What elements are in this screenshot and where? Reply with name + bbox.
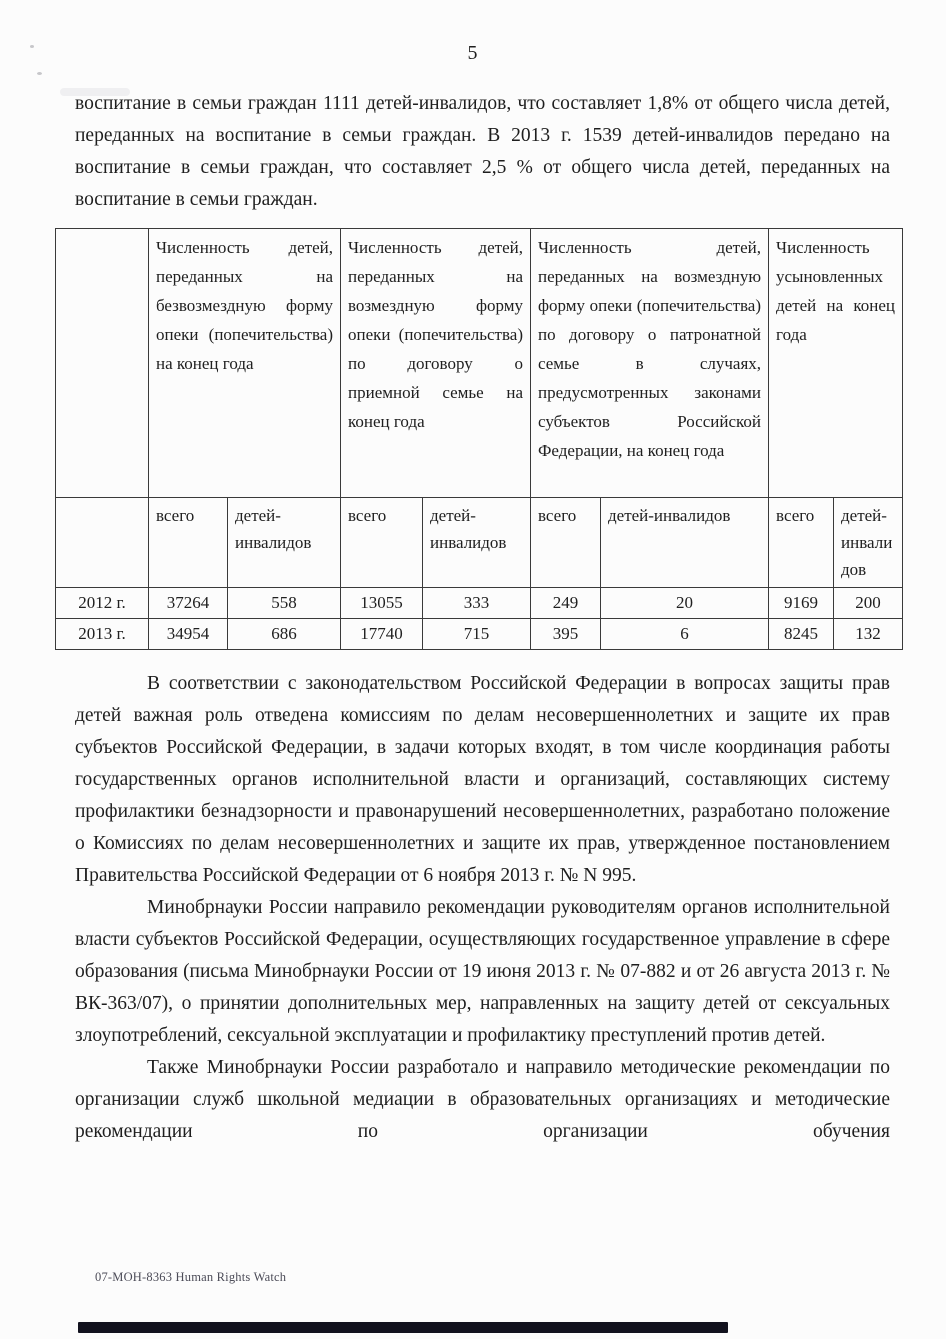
table-cell: 34954 xyxy=(149,619,228,650)
table-cell: 686 xyxy=(228,619,341,650)
table-subheader-row xyxy=(56,498,903,588)
page-number: 5 xyxy=(467,42,479,64)
subheader-disabled-children: детей-инвалидов xyxy=(423,498,531,588)
table-cell: 715 xyxy=(423,619,531,650)
statistics-table xyxy=(55,228,903,650)
scan-speck xyxy=(37,72,42,75)
table-cell: 200 xyxy=(834,588,903,619)
scan-artifact-bar xyxy=(78,1322,728,1333)
table-cell: 17740 xyxy=(341,619,423,650)
table-corner-cell xyxy=(56,229,149,498)
group-header-gratuitous-guardianship: Численность детей, переданных на безвозмездную форму опеки (попечительства) на конец года xyxy=(149,229,341,498)
body-text xyxy=(75,668,890,1148)
table-cell: 20 xyxy=(601,588,769,619)
subheader-total: всего xyxy=(149,498,228,588)
table-corner-cell xyxy=(56,498,149,588)
subheader-total: всего xyxy=(531,498,601,588)
subheader-disabled-children: детей-инвалидов xyxy=(228,498,341,588)
subheader-total: всего xyxy=(341,498,423,588)
paragraph-intro: воспитание в семьи граждан 1111 детей-инвалидов, что составляет 1,8% от общего числа детей, переданных на воспитание в семьи граждан. В 2013 г. 1539 детей-инвалидов передано на воспитание в семьи граждан, что составляет 2,5 % от общего числа детей, переданных на воспитание в семьи граждан. xyxy=(75,93,890,210)
subheader-disabled-children: детей-инвалидов xyxy=(834,498,903,588)
group-header-adopted: Численность усыновленных детей на конец года xyxy=(769,229,903,498)
group-header-patronage-family: Численность детей, переданных на возмездную форму опеки (попечительства) по договору о патронатной семье в случаях, предусмотренных законами субъектов Российской Федерации, на конец года xyxy=(531,229,769,498)
paragraph-recommendations: Минобрнауки России направило рекомендации руководителям органов исполнительной власти субъектов Российской Федерации, осуществляющих государственное управление в сфере образования (письма Минобрнауки России от 19 июня 2013 г. № 07-882 и от 26 августа 2013 г. № ВК-363/07), о принятии дополнительных мер, направленных на защиту детей от сексуальных злоупотреблений, сексуальной эксплуатации и профилактику преступлений против детей. xyxy=(75,897,890,1046)
subheader-total: всего xyxy=(769,498,834,588)
year-label: 2013 г. xyxy=(56,619,149,650)
table-cell: 558 xyxy=(228,588,341,619)
table-group-header-row xyxy=(56,229,903,498)
year-label: 2012 г. xyxy=(56,588,149,619)
group-header-foster-family: Численность детей, переданных на возмездную форму опеки (попечительства) по договору о приемной семье на конец года xyxy=(341,229,531,498)
subheader-disabled-children: детей-инвалидов xyxy=(601,498,769,588)
table-cell: 132 xyxy=(834,619,903,650)
table-cell: 9169 xyxy=(769,588,834,619)
table-cell: 13055 xyxy=(341,588,423,619)
table-cell: 333 xyxy=(423,588,531,619)
table-cell: 6 xyxy=(601,619,769,650)
paragraph-mediation: Также Минобрнауки России разработало и направило методические рекомендации по организации служб школьной медиации в образовательных организациях и методические рекомендации по организации обучения xyxy=(75,1057,890,1142)
footer-reference: 07-МОН-8363 Human Rights Watch xyxy=(95,1270,287,1284)
table-cell: 8245 xyxy=(769,619,834,650)
table-row-2013 xyxy=(56,619,903,650)
table-cell: 395 xyxy=(531,619,601,650)
paragraph-commissions: В соответствии с законодательством Российской Федерации в вопросах защиты прав детей важная роль отведена комиссиям по делам несовершеннолетних и защите их прав субъектов Российской Федерации, в задачи которых входят, в том числе координация работы государственных органов исполнительной власти и организаций, составляющих систему профилактики безнадзорности и правонарушений несовершеннолетних, разработано положение о Комиссиях по делам несовершеннолетних и защите их прав, утвержденное постановлением Правительства Российской Федерации от 6 ноября 2013 г. № N 995. xyxy=(75,673,890,886)
table-cell: 37264 xyxy=(149,588,228,619)
table-row-2012 xyxy=(56,588,903,619)
table-cell: 249 xyxy=(531,588,601,619)
